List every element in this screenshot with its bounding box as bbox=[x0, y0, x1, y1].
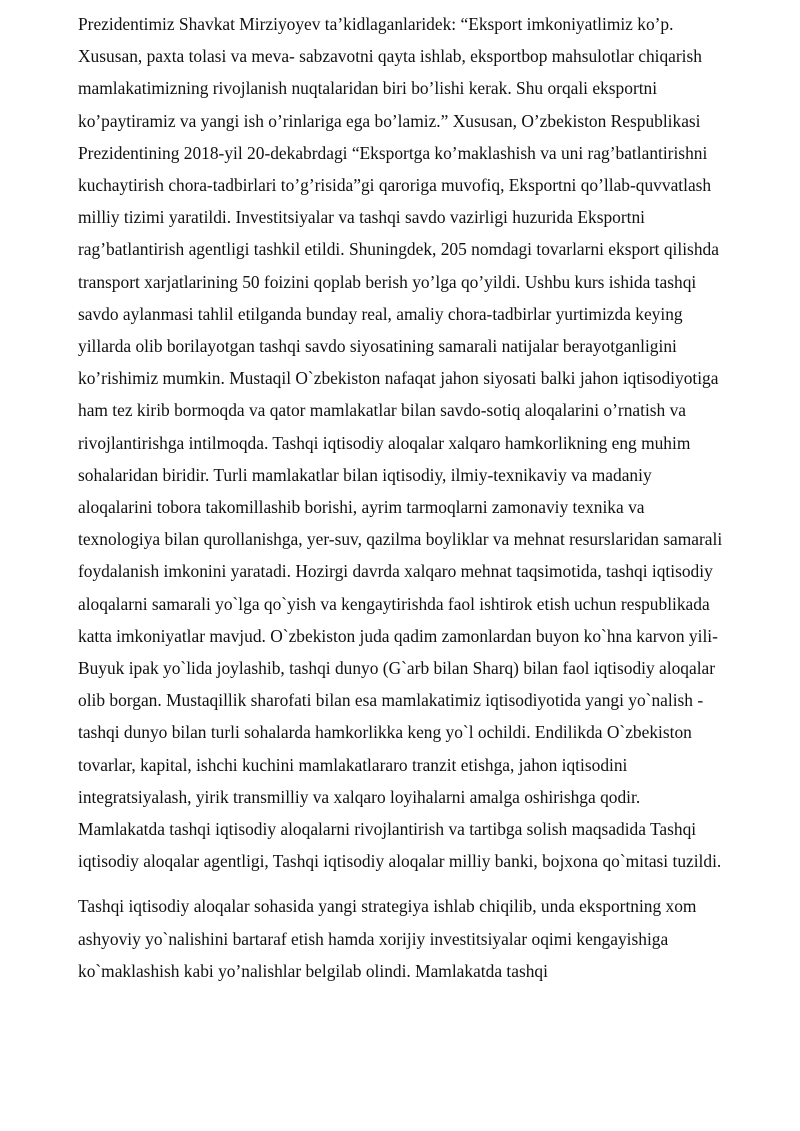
paragraph: Prezidentimiz Shavkat Mirziyoyev ta’kidlaganlaridek: “Eksport imkoniyatlimiz ko’p. Xususan, paxta tolasi va meva- sabzavotni qayta ishlab, eksportbop mahsulotlar chiqarish mamlakatimizning rivojlanish nuqtalaridan biri bo’lishi kerak. Shu orqali eksportni ko’paytiramiz va yangi ish o’rinlariga ega bo’lamiz.” Xususan, O’zbekiston Respublikasi Prezidentining 2018-yil 20-dekabrdagi “Eksportga ko’maklashish va uni rag’batlantirishni kuchaytirish chora-tadbirlari to’g’risida”gi qaroriga muvofiq, Eksportni qo’llab-quvvatlash milliy tizimi yaratildi. Investitsiyalar va tashqi savdo vazirligi huzurida Eksportni rag’batlantirish agentligi tashkil etildi. Shuningdek, 205 nomdagi tovarlarni eksport qilishda transport xarjatlarining 50 foizini qoplab berish yo’lga qo’yildi. Ushbu kurs ishida tashqi savdo aylanmasi tahlil etilganda bunday real, amaliy chora-tadbirlar yurtimizda keying yillarda olib borilayotgan tashqi savdo siyosatining samarali natijalar berayotganligini ko’rishimiz mumkin. Mustaqil O`zbekiston nafaqat jahon siyosati balki jahon iqtisodiyotiga ham tez kirib bormoqda va qator mamlakatlar bilan savdo-sotiq aloqalarini o’rnatish va rivojlantirishga intilmoqda. Tashqi iqtisodiy aloqalar xalqaro hamkorlikning eng muhim sohalaridan biridir. Turli mamlakatlar bilan iqtisodiy, ilmiy-texnikaviy va madaniy aloqalarini tobora takomillashib borishi, ayrim tarmoqlarni zamonaviy texnika va texnologiya bilan qurollanishga, yer-suv, qazilma boyliklar va mehnat resurslaridan samarali foydalanish imkonini yaratadi. Hozirgi davrda xalqaro mehnat taqsimotida, tashqi iqtisodiy aloqalarni samarali yo`lga qo`yish va kengaytirishda faol ishtirok etish uchun respublikada katta imkoniyatlar mavjud. O`zbekiston juda qadim zamonlardan buyon ko`hna karvon yili-Buyuk ipak yo`lida joylashib, tashqi dunyo (G`arb bilan Sharq) bilan faol iqtisodiy aloqalar olib borgan. Mustaqillik sharofati bilan esa mamlakatimiz iqtisodiyotida yangi yo`nalish - tashqi dunyo bilan turli sohalarda hamkorlikka keng yo`l ochildi. Endilikda O`zbekiston tovarlar, kapital, ishchi kuchini mamlakatlararo tranzit etishga, jahon iqtisodini integratsiyalash, yirik transmilliy va xalqaro loyihalarni amalga oshirishga qodir. Mamlakatda tashqi iqtisodiy aloqalarni rivojlantirish va tartibga solish maqsadida Tashqi iqtisodiy aloqalar agentligi, Tashqi iqtisodiy aloqalar milliy banki, bojxona qo`mitasi tuzildi. bbox=[78, 14, 723, 872]
paragraph: Tashqi iqtisodiy aloqalar sohasida yangi strategiya ishlab chiqilib, unda eksportning xom ashyoviy yo`nalishini bartaraf etish hamda xorijiy investitsiyalar oqimi kengayishiga ko`maklashish kabi yo’nalishlar belgilab olindi. Mamlakatda tashqi bbox=[78, 896, 697, 981]
